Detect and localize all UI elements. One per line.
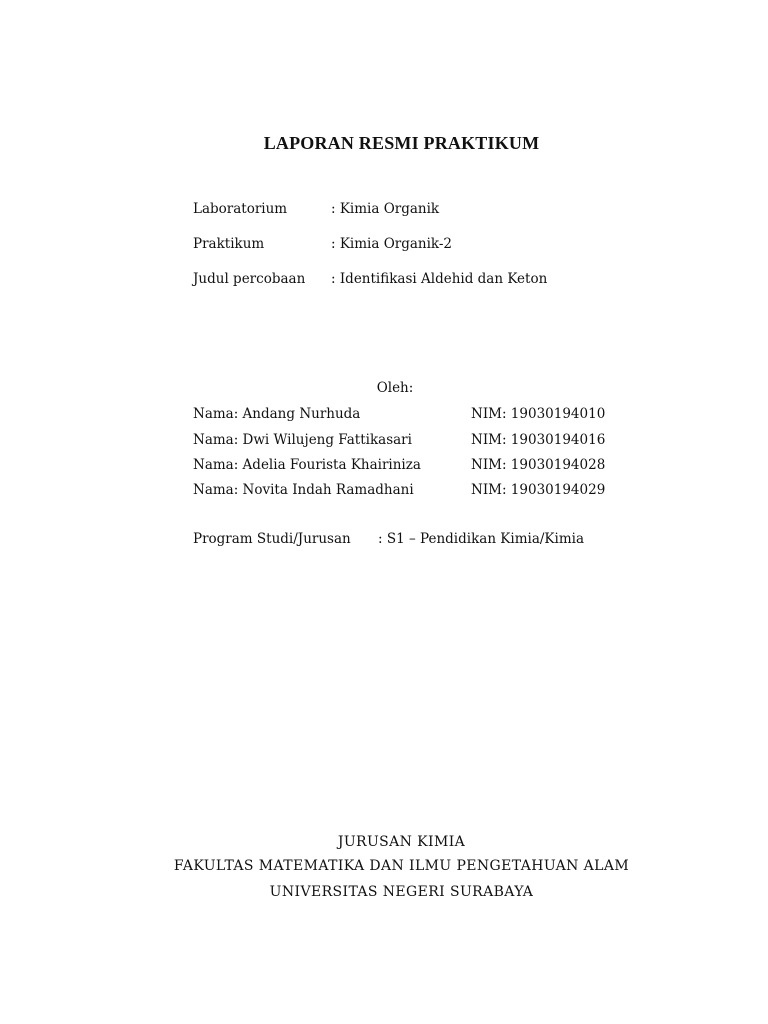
info-value: : Kimia Organik (331, 201, 440, 217)
member-nim: NIM: 19030194028 (471, 457, 606, 473)
member-nim: NIM: 19030194010 (471, 406, 606, 422)
info-label: Laboratorium (193, 201, 288, 217)
footer-faculty: FAKULTAS MATEMATIKA DAN ILMU PENGETAHUAN ALAM (173, 858, 630, 874)
member-name: Nama: Dwi Wilujeng Fattikasari (193, 432, 412, 448)
member-name: Nama: Novita Indah Ramadhani (193, 482, 414, 498)
oleh-heading: Oleh: (376, 380, 414, 396)
program-studi-label: Program Studi/Jurusan (193, 531, 351, 547)
info-label: Praktikum (193, 236, 265, 252)
member-name: Nama: Andang Nurhuda (193, 406, 361, 422)
info-value: : Kimia Organik-2 (331, 236, 453, 252)
footer-department: JURUSAN KIMIA (337, 834, 466, 850)
info-label: Judul percobaan (193, 271, 306, 287)
info-value: : Identifikasi Aldehid dan Keton (331, 271, 548, 287)
member-nim: NIM: 19030194029 (471, 482, 606, 498)
member-name: Nama: Adelia Fourista Khairiniza (193, 457, 421, 473)
member-nim: NIM: 19030194016 (471, 432, 606, 448)
program-studi-value: : S1 – Pendidikan Kimia/Kimia (378, 531, 584, 547)
footer-university: UNIVERSITAS NEGERI SURABAYA (269, 884, 534, 900)
document-title: LAPORAN RESMI PRAKTIKUM (263, 133, 540, 153)
